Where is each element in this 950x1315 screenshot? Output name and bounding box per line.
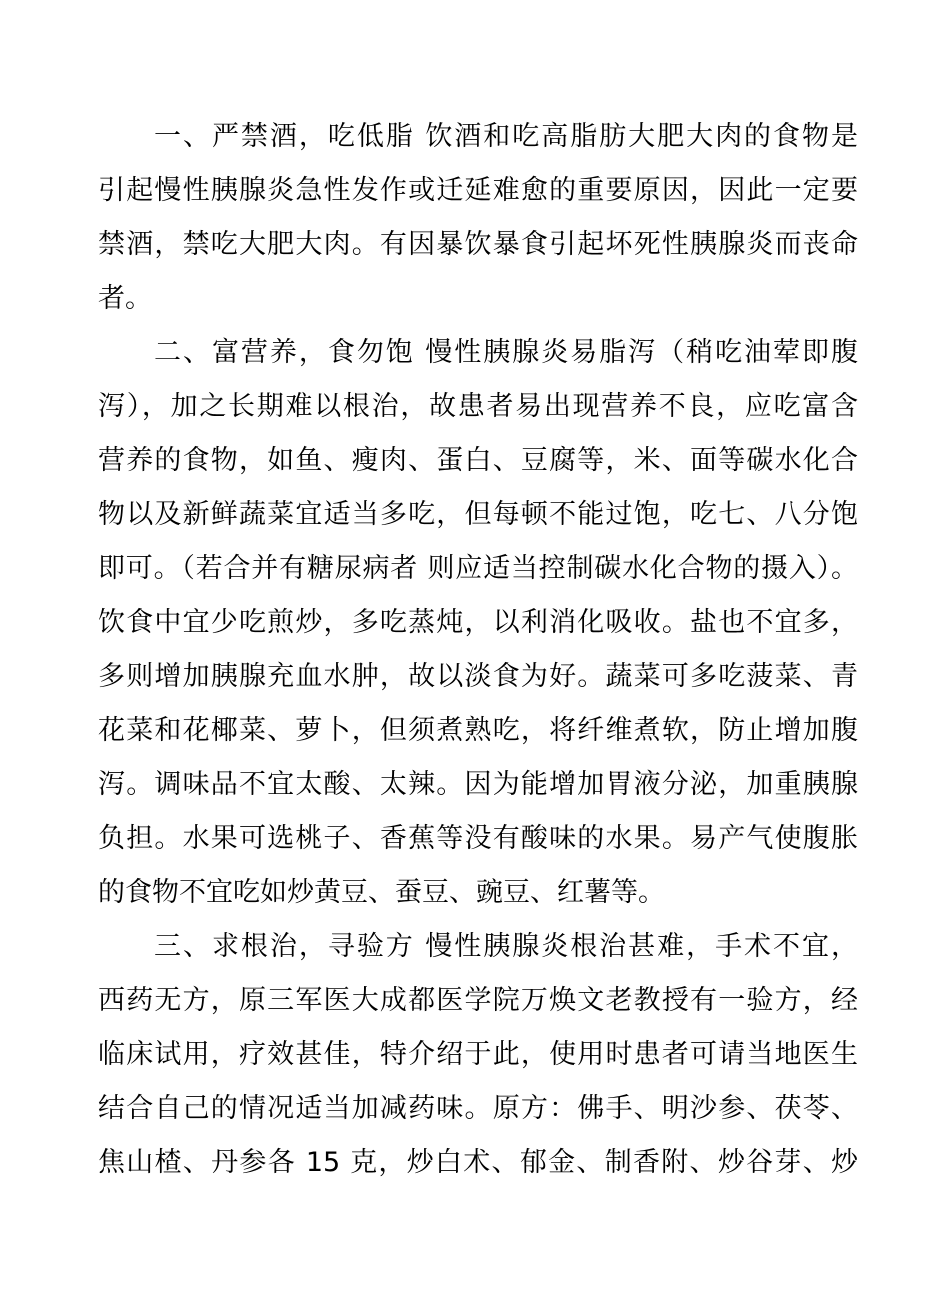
paragraph-3 — [98, 920, 858, 1190]
paragraph-2 — [98, 326, 858, 920]
text-line: 二、富营养，食勿饱 慢性胰腺炎易脂泻（稍吃油荤即腹 — [154, 337, 858, 368]
text-line: 临床试用，疗效甚佳，特介绍于此，使用时患者可请当地医生 — [98, 1039, 858, 1070]
text-line: 西药无方，原三军医大成都医学院万焕文老教授有一验方，经 — [98, 985, 858, 1016]
text-line: 焦山楂、丹参各 15 克，炒白术、郁金、制香附、炒谷芽、炒 — [98, 1147, 858, 1178]
text-line: 者。 — [98, 283, 152, 314]
text-line: 即可。（若合并有糖尿病者 则应适当控制碳水化合物的摄入）。 — [98, 553, 858, 584]
text-line: 一、严禁酒，吃低脂 饮酒和吃高脂肪大肥大肉的食物是 — [154, 121, 858, 152]
text-line: 负担。水果可选桃子、香蕉等没有酸味的水果。易产气使腹胀 — [98, 823, 858, 854]
text-line: 花菜和花椰菜、萝卜，但须煮熟吃，将纤维煮软，防止增加腹 — [98, 715, 858, 746]
text-line: 泻。调味品不宜太酸、太辣。因为能增加胃液分泌，加重胰腺 — [98, 769, 858, 800]
text-line: 营养的食物，如鱼、瘦肉、蛋白、豆腐等，米、面等碳水化合 — [98, 445, 858, 476]
text-line: 三、求根治，寻验方 慢性胰腺炎根治甚难，手术不宜， — [154, 931, 858, 962]
text-line: 泻），加之长期难以根治，故患者易出现营养不良，应吃富含 — [98, 391, 858, 422]
paragraph-1 — [98, 110, 858, 326]
text-line: 物以及新鲜蔬菜宜适当多吃，但每顿不能过饱，吃七、八分饱 — [98, 499, 858, 530]
text-line: 引起慢性胰腺炎急性发作或迁延难愈的重要原因，因此一定要 — [98, 175, 858, 206]
text-line: 饮食中宜少吃煎炒，多吃蒸炖，以利消化吸收。盐也不宜多， — [98, 607, 858, 638]
text-line: 结合自己的情况适当加减药味。原方：佛手、明沙参、茯苓、 — [98, 1093, 858, 1124]
text-line: 禁酒，禁吃大肥大肉。有因暴饮暴食引起坏死性胰腺炎而丧命 — [98, 229, 858, 260]
document-body — [98, 110, 858, 1190]
text-line: 的食物不宜吃如炒黄豆、蚕豆、豌豆、红薯等。 — [98, 877, 665, 908]
text-line: 多则增加胰腺充血水肿，故以淡食为好。蔬菜可多吃菠菜、青 — [98, 661, 858, 692]
